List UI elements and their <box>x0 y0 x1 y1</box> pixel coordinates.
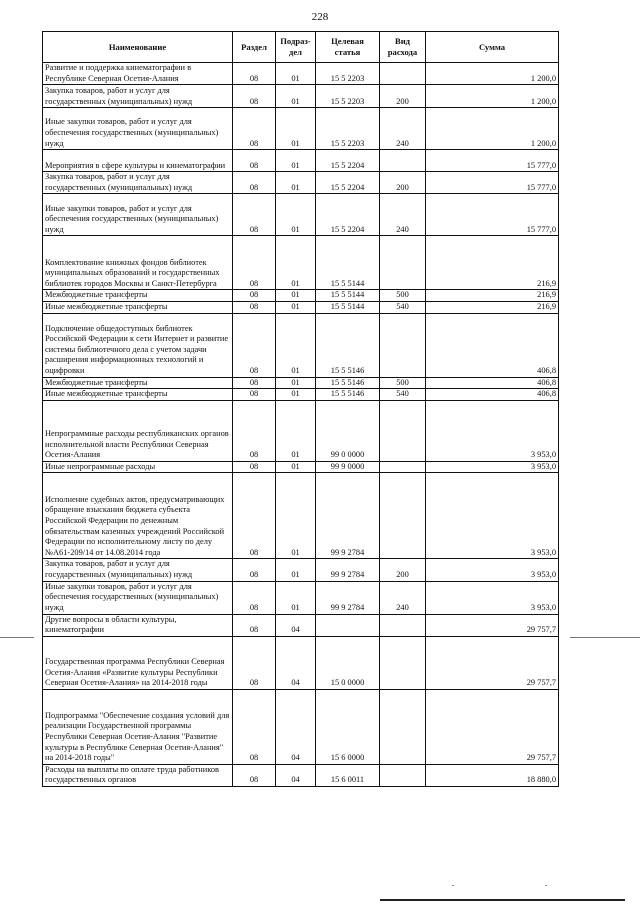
row-expense-type <box>380 63 426 85</box>
row-target: 15 6 0000 <box>316 689 380 764</box>
row-section: 08 <box>233 559 276 581</box>
row-target: 15 0 0000 <box>316 636 380 689</box>
table-row <box>43 313 559 377</box>
row-target: 99 0 0000 <box>316 400 380 461</box>
row-amount: 3 953,0 <box>426 581 559 614</box>
row-section: 08 <box>233 764 276 786</box>
row-name: Иные закупки товаров, работ и услуг для обеспечения государственных (муниципальных) нужд <box>43 581 233 614</box>
row-target: 99 9 0000 <box>316 461 380 473</box>
row-subsection: 01 <box>276 389 316 401</box>
row-name: Развитие и поддержка кинематографии в Республике Северная Осетия-Алания <box>43 63 233 85</box>
table-row <box>43 150 559 172</box>
row-section: 08 <box>233 63 276 85</box>
row-subsection: 04 <box>276 689 316 764</box>
bottom-rule <box>380 899 625 901</box>
row-target: 15 5 2203 <box>316 85 380 108</box>
row-amount: 3 953,0 <box>426 400 559 461</box>
header-name: Наименование <box>43 32 233 63</box>
row-name: Закупка товаров, работ и услуг для государственных (муниципальных) нужд <box>43 172 233 194</box>
table-row <box>43 764 559 786</box>
row-expense-type: 200 <box>380 172 426 194</box>
table-row <box>43 194 559 236</box>
row-target: 99 9 2784 <box>316 559 380 581</box>
row-section: 08 <box>233 150 276 172</box>
row-subsection: 01 <box>276 377 316 389</box>
row-expense-type <box>380 473 426 559</box>
header-section: Раздел <box>233 32 276 63</box>
row-expense-type <box>380 614 426 636</box>
table-row <box>43 301 559 313</box>
row-section: 08 <box>233 172 276 194</box>
row-section: 08 <box>233 290 276 302</box>
table-row <box>43 689 559 764</box>
row-subsection: 01 <box>276 194 316 236</box>
row-section: 08 <box>233 377 276 389</box>
row-target: 15 5 5144 <box>316 236 380 290</box>
row-subsection: 04 <box>276 764 316 786</box>
scan-dot <box>545 885 547 886</box>
row-name: Комплектование книжных фондов библиотек муниципальных образований и государственных библиотек городов Москвы и Санкт-Петербурга <box>43 236 233 290</box>
row-subsection: 01 <box>276 473 316 559</box>
row-expense-type: 240 <box>380 581 426 614</box>
row-target: 15 5 2203 <box>316 108 380 150</box>
row-expense-type <box>380 150 426 172</box>
header-subsection: Подраз-дел <box>276 32 316 63</box>
row-subsection: 01 <box>276 581 316 614</box>
budget-table <box>42 31 559 787</box>
table-row <box>43 377 559 389</box>
row-section: 08 <box>233 689 276 764</box>
table-row <box>43 473 559 559</box>
row-amount: 406,8 <box>426 377 559 389</box>
row-section: 08 <box>233 581 276 614</box>
table-row <box>43 85 559 108</box>
margin-rule-left <box>0 637 34 638</box>
row-amount: 18 880,0 <box>426 764 559 786</box>
row-section: 08 <box>233 108 276 150</box>
table-row <box>43 236 559 290</box>
row-expense-type <box>380 689 426 764</box>
table-row <box>43 172 559 194</box>
row-expense-type: 500 <box>380 290 426 302</box>
table-row <box>43 636 559 689</box>
row-expense-type: 540 <box>380 389 426 401</box>
row-section: 08 <box>233 301 276 313</box>
row-name: Государственная программа Республики Северная Осетия-Алания «Развитие культуры Республики Северная Осетия-Алания» на 2014-2018 годы <box>43 636 233 689</box>
row-expense-type <box>380 764 426 786</box>
row-subsection: 01 <box>276 559 316 581</box>
table-row <box>43 614 559 636</box>
row-target: 15 5 2204 <box>316 172 380 194</box>
row-amount: 1 200,0 <box>426 108 559 150</box>
row-name: Расходы на выплаты по оплате труда работников государственных органов <box>43 764 233 786</box>
row-subsection: 01 <box>276 150 316 172</box>
row-amount: 15 777,0 <box>426 150 559 172</box>
row-section: 08 <box>233 614 276 636</box>
table-row <box>43 461 559 473</box>
row-section: 08 <box>233 636 276 689</box>
header-amount: Сумма <box>426 32 559 63</box>
row-subsection: 01 <box>276 461 316 473</box>
row-expense-type <box>380 236 426 290</box>
row-target: 15 5 5146 <box>316 313 380 377</box>
scan-dot <box>452 885 454 886</box>
row-target <box>316 614 380 636</box>
row-target: 15 5 5144 <box>316 301 380 313</box>
row-section: 08 <box>233 400 276 461</box>
row-target: 15 5 2203 <box>316 63 380 85</box>
row-expense-type: 200 <box>380 85 426 108</box>
row-expense-type <box>380 461 426 473</box>
row-target: 15 5 5146 <box>316 389 380 401</box>
row-amount: 3 953,0 <box>426 473 559 559</box>
row-expense-type: 240 <box>380 108 426 150</box>
row-name: Иные непрограммные расходы <box>43 461 233 473</box>
table-row <box>43 108 559 150</box>
row-target: 15 5 2204 <box>316 194 380 236</box>
row-subsection: 01 <box>276 108 316 150</box>
row-section: 08 <box>233 236 276 290</box>
row-target: 99 9 2784 <box>316 581 380 614</box>
row-name: Иные межбюджетные трансферты <box>43 389 233 401</box>
row-subsection: 01 <box>276 172 316 194</box>
table-row <box>43 389 559 401</box>
row-amount: 1 200,0 <box>426 85 559 108</box>
page-number: 228 <box>311 11 329 23</box>
row-target: 15 5 2204 <box>316 150 380 172</box>
row-section: 08 <box>233 461 276 473</box>
row-expense-type: 540 <box>380 301 426 313</box>
row-expense-type <box>380 313 426 377</box>
row-expense-type: 200 <box>380 559 426 581</box>
row-subsection: 01 <box>276 63 316 85</box>
row-subsection: 01 <box>276 400 316 461</box>
row-amount: 15 777,0 <box>426 194 559 236</box>
row-name: Иные межбюджетные трансферты <box>43 301 233 313</box>
row-name: Непрограммные расходы республиканских органов исполнительной власти Республики Северная Осетия-Алания <box>43 400 233 461</box>
row-name: Иные закупки товаров, работ и услуг для обеспечения государственных (муниципальных) нужд <box>43 108 233 150</box>
table-row <box>43 581 559 614</box>
row-section: 08 <box>233 85 276 108</box>
table-row <box>43 63 559 85</box>
row-amount: 29 757,7 <box>426 636 559 689</box>
row-target: 15 5 5146 <box>316 377 380 389</box>
row-name: Иные закупки товаров, работ и услуг для обеспечения государственных (муниципальных) нужд <box>43 194 233 236</box>
row-name: Исполнение судебных актов, предусматривающих обращение взыскания бюджета субъекта Российской Федерации по денежным обязательствам казенных учреждений Российской Федерации по исполнительному листу по делу №А61-209/14 от 14.08.2014 года <box>43 473 233 559</box>
row-subsection: 04 <box>276 614 316 636</box>
row-target: 15 5 5144 <box>316 290 380 302</box>
row-amount: 15 777,0 <box>426 172 559 194</box>
table-row <box>43 559 559 581</box>
row-subsection: 01 <box>276 290 316 302</box>
row-name: Подпрограмма "Обеспечение создания условий для реализации Государственной программы Республики Северная Осетия-Алания "Развитие культуры в Республике Северная Осетия-Алания" на 2014-2018 годы" <box>43 689 233 764</box>
row-section: 08 <box>233 313 276 377</box>
row-subsection: 01 <box>276 313 316 377</box>
row-name: Мероприятия в сфере культуры и кинематографии <box>43 150 233 172</box>
row-name: Закупка товаров, работ и услуг для государственных (муниципальных) нужд <box>43 85 233 108</box>
row-section: 08 <box>233 194 276 236</box>
row-amount: 216,9 <box>426 236 559 290</box>
row-subsection: 04 <box>276 636 316 689</box>
row-expense-type <box>380 400 426 461</box>
row-amount: 406,8 <box>426 389 559 401</box>
row-expense-type <box>380 636 426 689</box>
row-section: 08 <box>233 389 276 401</box>
row-amount: 1 200,0 <box>426 63 559 85</box>
row-name: Межбюджетные трансферты <box>43 290 233 302</box>
row-subsection: 01 <box>276 236 316 290</box>
header-target: Целевая статья <box>316 32 380 63</box>
row-section: 08 <box>233 473 276 559</box>
row-name: Межбюджетные трансферты <box>43 377 233 389</box>
row-subsection: 01 <box>276 301 316 313</box>
row-amount: 3 953,0 <box>426 461 559 473</box>
row-name: Закупка товаров, работ и услуг для государственных (муниципальных) нужд <box>43 559 233 581</box>
table-row <box>43 400 559 461</box>
row-name: Подключение общедоступных библиотек Российской Федерации к сети Интернет и развитие системы библиотечного дела с учетом задачи расширения информационных технологий и оцифровки <box>43 313 233 377</box>
row-expense-type: 240 <box>380 194 426 236</box>
row-expense-type: 500 <box>380 377 426 389</box>
header-expense-type: Вид расхода <box>380 32 426 63</box>
row-amount: 29 757,7 <box>426 614 559 636</box>
row-amount: 216,9 <box>426 290 559 302</box>
row-amount: 3 953,0 <box>426 559 559 581</box>
row-subsection: 01 <box>276 85 316 108</box>
row-target: 15 6 0011 <box>316 764 380 786</box>
row-amount: 216,9 <box>426 301 559 313</box>
row-amount: 406,8 <box>426 313 559 377</box>
row-amount: 29 757,7 <box>426 689 559 764</box>
margin-rule-right <box>570 637 640 638</box>
row-target: 99 9 2784 <box>316 473 380 559</box>
table-row <box>43 290 559 302</box>
row-name: Другие вопросы в области культуры, кинематографии <box>43 614 233 636</box>
